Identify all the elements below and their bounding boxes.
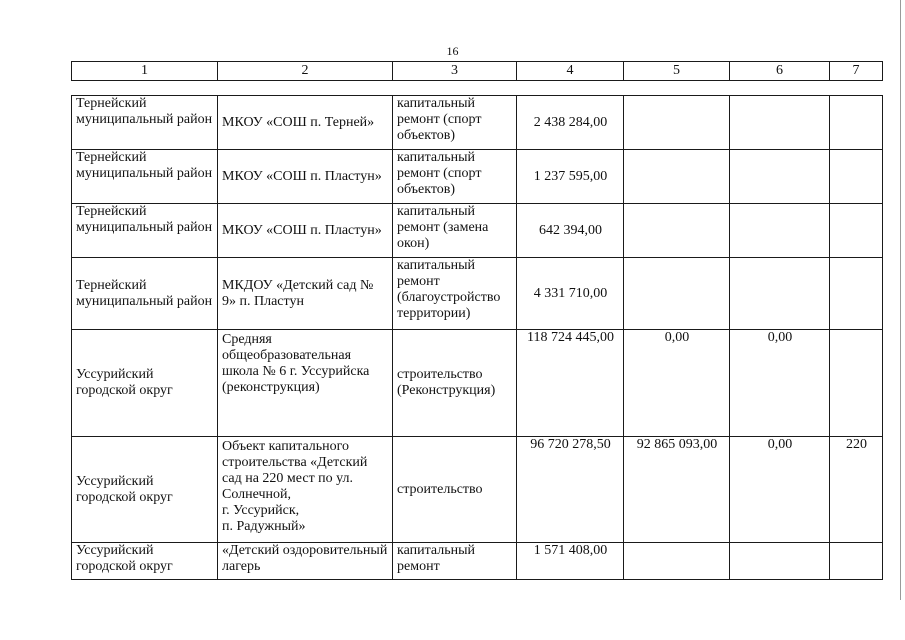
amount-col6-cell [730,150,830,204]
header-col-3: 3 [393,62,517,81]
work-type-cell: капитальный ремонт (благоустройство территории) [393,258,517,330]
district-cell: Тернейский муниципальный район [72,258,218,330]
amount-col4-cell: 2 438 284,00 [517,96,624,150]
work-type-cell: капитальный ремонт [393,543,517,580]
table-row [72,437,883,543]
amount-col6-cell: 0,00 [730,330,830,437]
work-type-cell: капитальный ремонт (замена окон) [393,204,517,258]
amount-col5-cell [624,150,730,204]
district-cell: Тернейский муниципальный район [72,204,218,258]
object-line: п. Радужный» [222,519,306,534]
amount-col6-cell [730,258,830,330]
object-cell: МКОУ «СОШ п. Терней» [218,96,393,150]
page-edge-line [900,0,901,600]
amount-col4-cell: 642 394,00 [517,204,624,258]
amount-col5-cell [624,204,730,258]
object-cell: «Детский оздоровительный лагерь [218,543,393,580]
amount-col6-cell: 0,00 [730,437,830,543]
district-cell: Уссурийский городской округ [72,543,218,580]
table-row [72,96,883,150]
object-line: г. Уссурийск, [222,503,300,518]
header-col-7: 7 [830,62,883,81]
amount-col6-cell [730,543,830,580]
amount-col4-cell: 4 331 710,00 [517,258,624,330]
col7-cell [830,543,883,580]
amount-col5-cell [624,543,730,580]
column-number-header [71,61,883,81]
table-row [72,543,883,580]
table-row [72,150,883,204]
col7-cell [830,150,883,204]
object-cell: МКДОУ «Детский сад № 9» п. Пластун [218,258,393,330]
work-type-cell: строительство (Реконструкция) [393,330,517,437]
header-col-6: 6 [730,62,830,81]
amount-col5-cell: 0,00 [624,330,730,437]
object-cell: МКОУ «СОШ п. Пластун» [218,204,393,258]
object-cell: МКОУ «СОШ п. Пластун» [218,150,393,204]
header-col-5: 5 [624,62,730,81]
amount-col4-cell: 118 724 445,00 [517,330,624,437]
district-cell: Тернейский муниципальный район [72,96,218,150]
table-row [72,330,883,437]
work-type-cell: капитальный ремонт (спорт объектов) [393,96,517,150]
header-col-2: 2 [218,62,393,81]
col7-cell [830,330,883,437]
amount-col5-cell [624,96,730,150]
district-cell: Тернейский муниципальный район [72,150,218,204]
page-number: 16 [446,44,459,58]
col7-cell: 220 [830,437,883,543]
amount-col5-cell [624,258,730,330]
amount-col4-cell: 1 237 595,00 [517,150,624,204]
amount-col6-cell [730,96,830,150]
object-cell [218,437,393,543]
district-cell: Уссурийский городской округ [72,330,218,437]
work-type-cell: капитальный ремонт (спорт объектов) [393,150,517,204]
district-cell: Уссурийский городской округ [72,437,218,543]
object-line: Объект капитального строительства «Детский сад на 220 мест по ул. Солнечной, [222,439,368,502]
object-cell: Средняя общеобразовательная школа № 6 г. Уссурийска (реконструкция) [218,330,393,437]
amount-col4-cell: 96 720 278,50 [517,437,624,543]
table-row [72,204,883,258]
amount-col4-cell: 1 571 408,00 [517,543,624,580]
header-col-4: 4 [517,62,624,81]
header-col-1: 1 [72,62,218,81]
amount-col5-cell: 92 865 093,00 [624,437,730,543]
funding-table [71,95,883,580]
col7-cell [830,258,883,330]
work-type-cell: строительство [393,437,517,543]
col7-cell [830,204,883,258]
amount-col6-cell [730,204,830,258]
table-row [72,258,883,330]
col7-cell [830,96,883,150]
